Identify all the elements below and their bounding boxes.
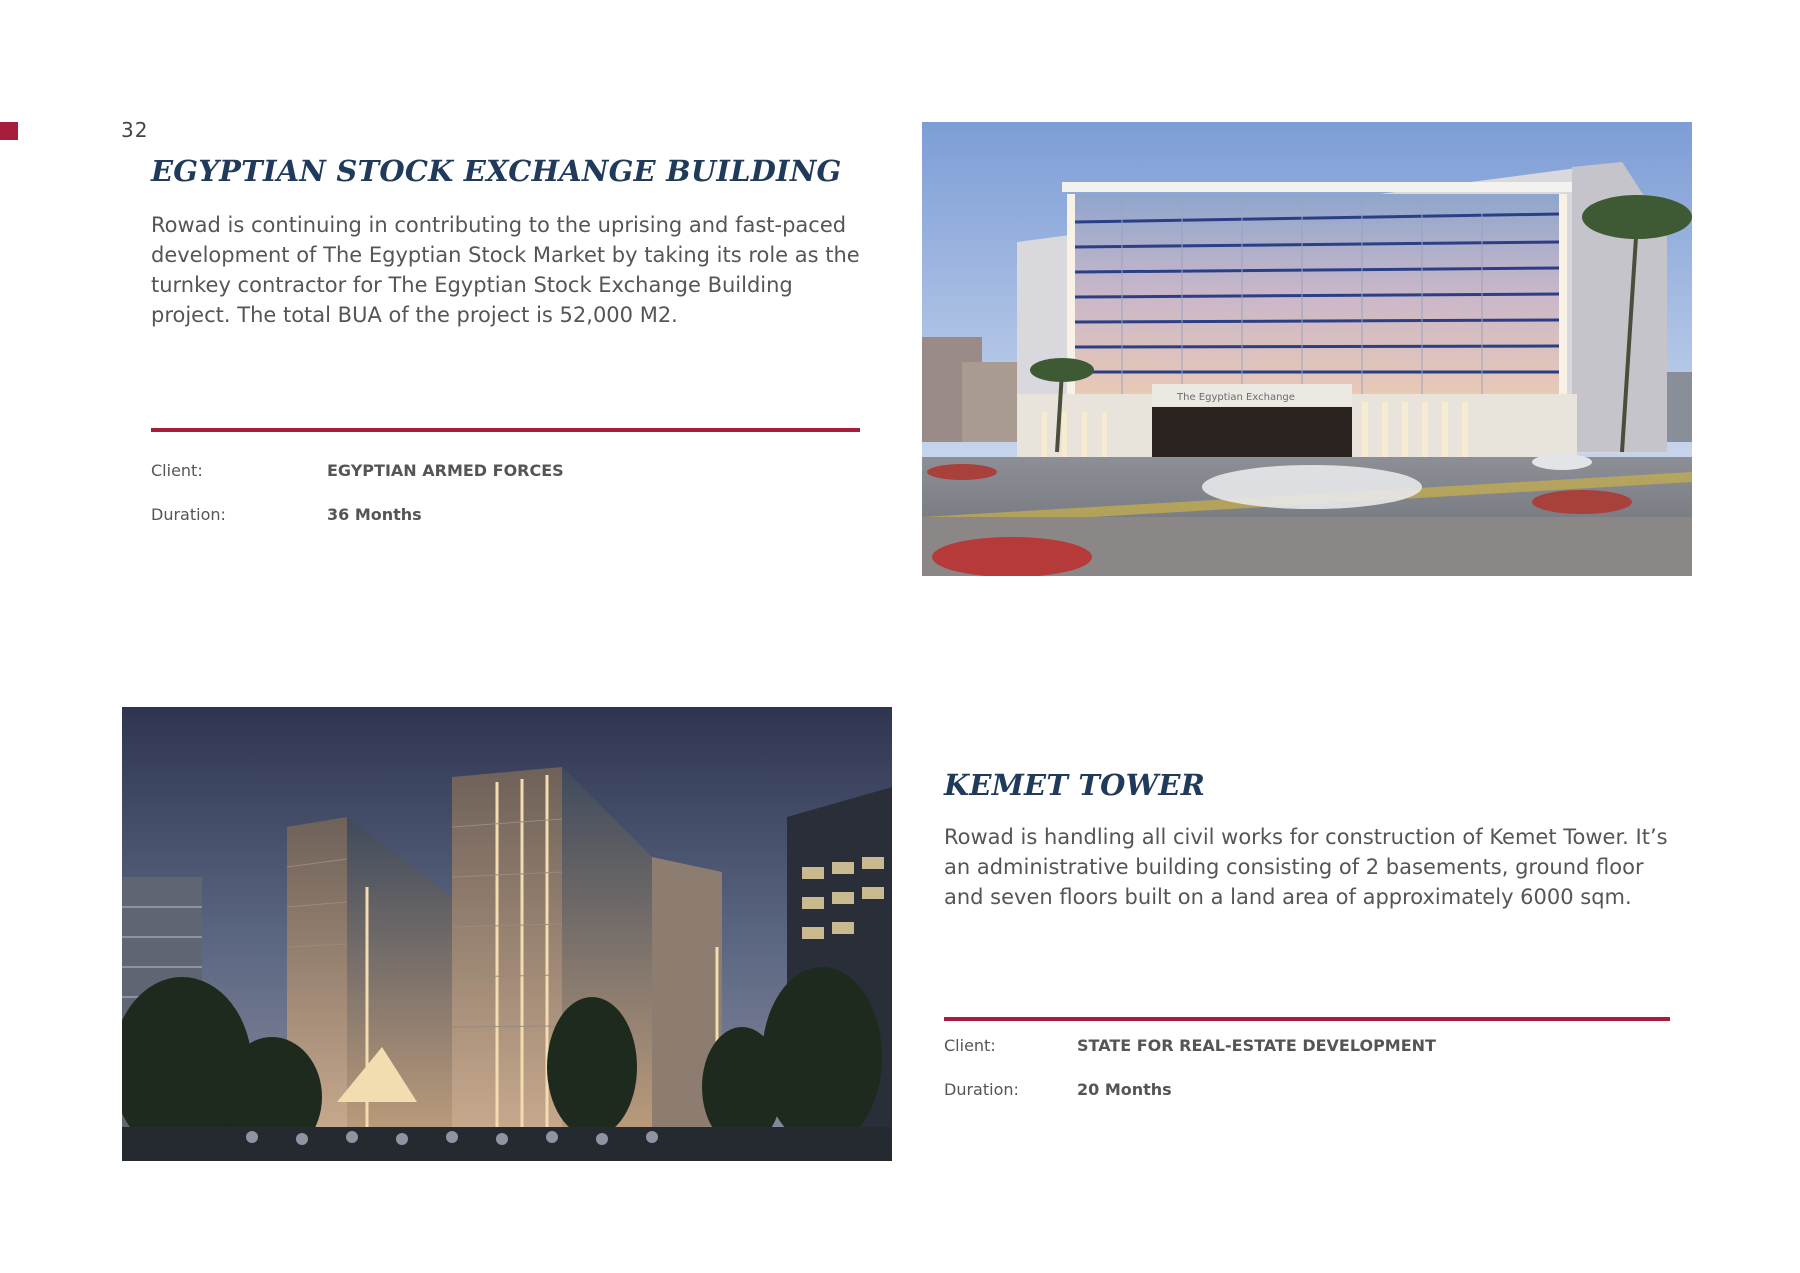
duration-label: Duration: <box>151 505 226 524</box>
client-value: EGYPTIAN ARMED FORCES <box>327 461 564 480</box>
client-value: STATE FOR REAL-ESTATE DEVELOPMENT <box>1077 1036 1436 1055</box>
project-title-kemet-tower: KEMET TOWER <box>944 768 1206 802</box>
page-number: 32 <box>121 118 149 142</box>
client-label: Client: <box>944 1036 996 1055</box>
stock-exchange-building-photo <box>922 122 1692 576</box>
page-marker <box>0 122 18 140</box>
project-description-stock-exchange: Rowad is continuing in contributing to the uprising and fast-paced development of The Egyptian Stock Market by taking its role as the turnkey contractor for The Egyptian Stock Exchange Building project. The total BUA of the project is 52,000 M2. <box>151 213 860 327</box>
client-label: Client: <box>151 461 203 480</box>
project-title-stock-exchange: EGYPTIAN STOCK EXCHANGE BUILDING <box>151 154 842 188</box>
divider-rule <box>944 1017 1670 1021</box>
duration-value: 36 Months <box>327 505 422 524</box>
divider-rule <box>151 428 860 432</box>
duration-value: 20 Months <box>1077 1080 1172 1099</box>
project-description-kemet-tower: Rowad is handling all civil works for construction of Kemet Tower. It’s an administrative building consisting of 2 basements, ground floor and seven floors built on a land area of approximately 6000 sqm. <box>944 825 1668 909</box>
kemet-tower-photo <box>122 707 892 1161</box>
building-sign-text: The Egyptian Exchange <box>1177 392 1295 403</box>
duration-label: Duration: <box>944 1080 1019 1099</box>
